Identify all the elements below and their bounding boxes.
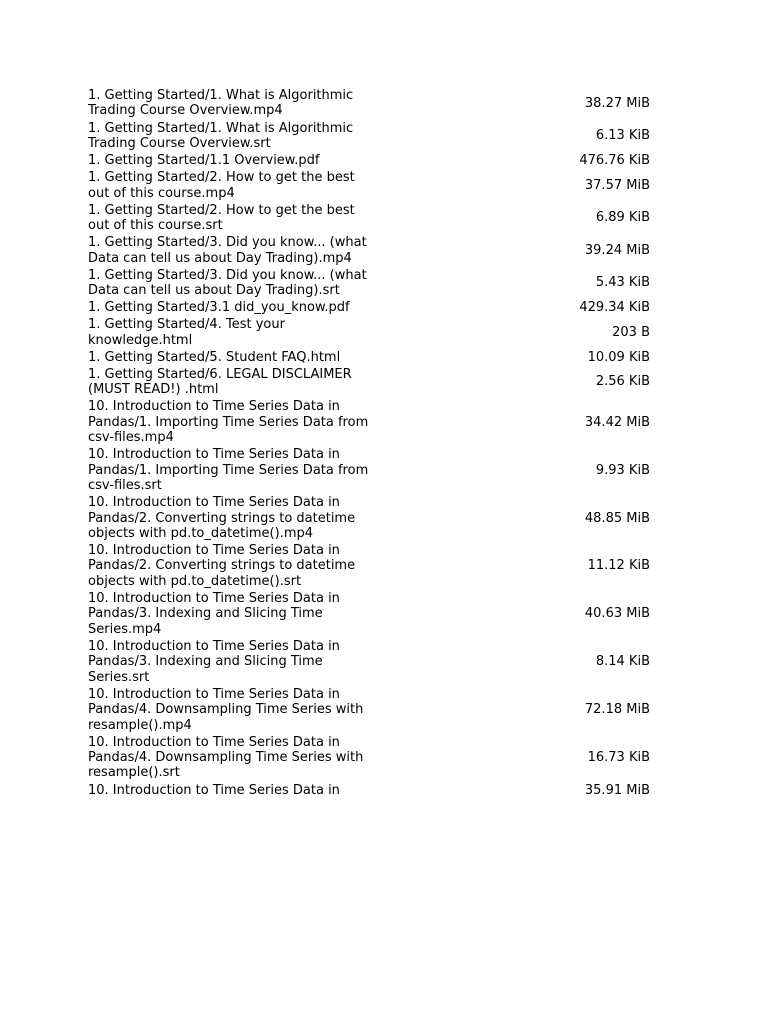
file-name: 1. Getting Started/3. Did you know... (what Data can tell us about Day Trading).srt xyxy=(88,267,367,298)
file-name: 10. Introduction to Time Series Data in Pandas/3. Indexing and Slicing Time Series.mp4 xyxy=(88,590,340,637)
file-size: 48.85 MiB xyxy=(584,510,650,526)
file-size: 40.63 MiB xyxy=(584,606,650,622)
file-size: 429.34 KiB xyxy=(579,300,650,316)
file-size: 203 B xyxy=(612,324,650,340)
file-name: 1. Getting Started/2. How to get the best out of this course.srt xyxy=(88,202,355,233)
file-row xyxy=(88,203,650,236)
file-name: 1. Getting Started/1. What is Algorithmic Trading Course Overview.srt xyxy=(88,120,354,151)
file-size: 34.42 MiB xyxy=(584,414,650,430)
file-size: 39.24 MiB xyxy=(584,242,650,258)
file-row xyxy=(88,88,650,121)
file-row xyxy=(88,687,650,735)
file-row xyxy=(88,235,650,268)
file-size: 16.73 KiB xyxy=(587,750,650,766)
file-row xyxy=(88,591,650,639)
file-size: 8.14 KiB xyxy=(595,654,650,670)
file-row xyxy=(88,121,650,154)
file-list-body xyxy=(88,88,650,800)
file-name: 1. Getting Started/2. How to get the best out of this course.mp4 xyxy=(88,170,355,201)
file-row xyxy=(88,317,650,350)
file-row xyxy=(88,350,650,367)
file-name: 10. Introduction to Time Series Data in Pandas/1. Importing Time Series Data from csv-files.srt xyxy=(88,447,369,493)
file-name: 10. Introduction to Time Series Data in Pandas/1. Importing Time Series Data from csv-files.mp4 xyxy=(88,399,369,446)
file-name: 1. Getting Started/3.1 did_you_know.pdf xyxy=(88,300,350,316)
file-name: 10. Introduction to Time Series Data in xyxy=(88,782,340,798)
file-name: 1. Getting Started/5. Student FAQ.html xyxy=(88,349,341,365)
file-size: 2.56 KiB xyxy=(595,374,650,390)
file-name: 1. Getting Started/6. LEGAL DISCLAIMER (MUST READ!) .html xyxy=(88,366,352,398)
file-name: 10. Introduction to Time Series Data in Pandas/2. Converting strings to datetime objects with pd.to_datetime().srt xyxy=(88,543,356,589)
file-size: 6.89 KiB xyxy=(595,210,650,226)
file-size: 9.93 KiB xyxy=(595,462,650,478)
file-size: 35.91 MiB xyxy=(584,782,650,798)
file-name: 1. Getting Started/1. What is Algorithmic Trading Course Overview.mp4 xyxy=(88,88,354,119)
file-size: 6.13 KiB xyxy=(595,128,650,144)
file-size: 38.27 MiB xyxy=(584,95,650,111)
file-name: 1. Getting Started/1.1 Overview.pdf xyxy=(88,153,320,168)
file-row xyxy=(88,735,650,783)
file-name: 10. Introduction to Time Series Data in Pandas/4. Downsampling Time Series with resample().mp4 xyxy=(88,686,364,733)
file-row xyxy=(88,447,650,495)
file-row xyxy=(88,639,650,687)
file-name: 10. Introduction to Time Series Data in Pandas/2. Converting strings to datetime objects with pd.to_datetime().mp4 xyxy=(88,495,356,541)
file-row xyxy=(88,543,650,591)
file-size: 5.43 KiB xyxy=(595,275,650,291)
file-size: 476.76 KiB xyxy=(579,153,650,168)
file-list-table xyxy=(88,88,650,800)
file-size: 11.12 KiB xyxy=(587,558,650,574)
file-row xyxy=(88,300,650,317)
file-row xyxy=(88,268,650,301)
file-size: 37.57 MiB xyxy=(584,177,650,193)
file-row xyxy=(88,399,650,447)
file-name: 1. Getting Started/3. Did you know... (what Data can tell us about Day Trading).mp4 xyxy=(88,235,367,266)
file-name: 1. Getting Started/4. Test your knowledge.html xyxy=(88,317,285,348)
file-row xyxy=(88,170,650,203)
file-row xyxy=(88,367,650,400)
file-row xyxy=(88,153,650,170)
file-size: 72.18 MiB xyxy=(584,702,650,718)
file-name: 10. Introduction to Time Series Data in Pandas/3. Indexing and Slicing Time Series.srt xyxy=(88,638,340,685)
file-row xyxy=(88,495,650,543)
file-name: 10. Introduction to Time Series Data in Pandas/4. Downsampling Time Series with resample().srt xyxy=(88,734,364,781)
file-row xyxy=(88,783,650,800)
file-size: 10.09 KiB xyxy=(587,349,650,365)
